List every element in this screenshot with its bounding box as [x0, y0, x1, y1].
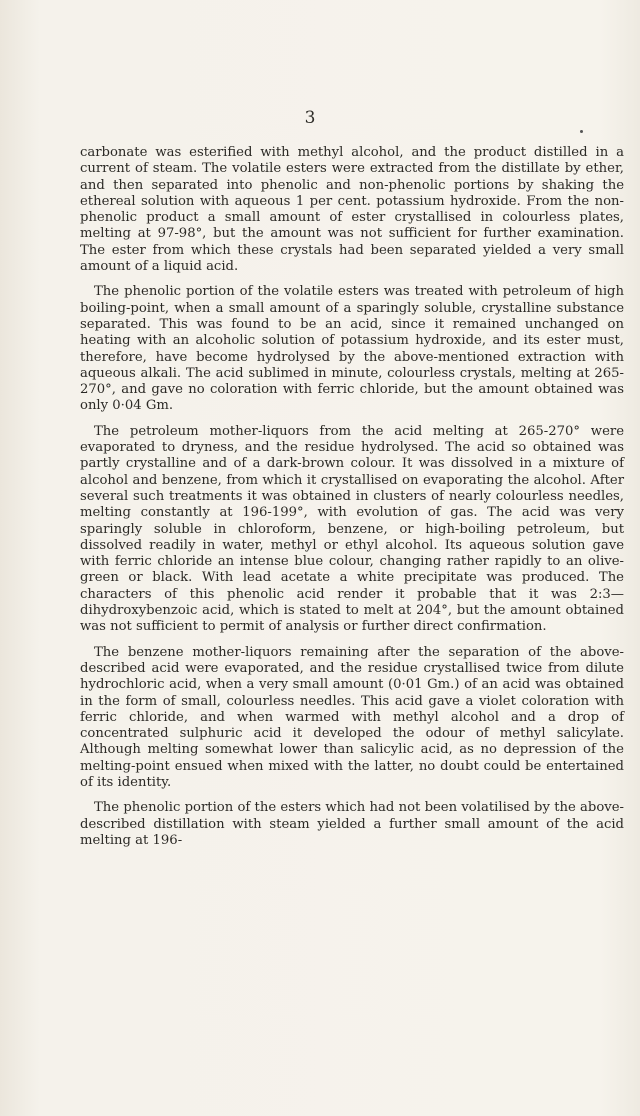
paragraph-benzene-mother-liquors: The benzene mother-liquors remaining after the separation of the above-described acid were evaporated, and the residue crystallised twice from dilute hydrochloric acid, when a very small amount (0·01 Gm.) of an acid was obtained in the form of small, colourless needles. This acid gave a violet coloration with ferric chloride, and when warmed with methyl alcohol and a drop of concentrated sulphuric acid it developed the odour of methyl salicylate. Although melting somewhat lower than salicylic acid, as no depression of the melting-point ensued when mixed with the latter, no doubt could be entertained of its identity.	[80, 644, 624, 790]
page-number: 3	[304, 108, 316, 128]
paragraph-petroleum-mother-liquors: The petroleum mother-liquors from the acid melting at 265-270° were evaporated to dryness, and the residue hydrolysed. The acid so obtained was partly crystalline and of a dark-brown colour. It was dissolved in a mixture of alcohol and benzene, from which it crystallised on evaporating the alcohol. After several such treatments it was obtained in clusters of nearly colourless needles, melting constantly at 196-199°, with evolution of gas. The acid was very sparingly soluble in chloroform, benzene, or high-boiling petroleum, but dissolved readily in water, methyl or ethyl alcohol. Its aqueous solution gave with ferric chloride an intense blue colour, changing rather rapidly to an olive-green or black. With lead acetate a white precipitate was produced. The characters of this phenolic acid render it probable that it was 2:3—dihydroxybenzoic acid, which is stated to melt at 204°, but the amount obtained was not sufficient to permit of analysis or further direct confirmation.	[80, 423, 624, 635]
print-speck	[580, 130, 583, 133]
paragraph-phenolic-portion: The phenolic portion of the volatile esters was treated with petroleum of high boiling-point, when a small amount of a sparingly soluble, crystalline substance separated. This was found to be an acid, since it remained unchanged on heating with an alcoholic solution of potassium hydroxide, and its ester must, therefore, have become hydrolysed by the above-mentioned extraction with aqueous alkali. The acid sublimed in minute, colourless crystals, melting at 265-270°, and gave no coloration with ferric chloride, but the amount obtained was only 0·04 Gm.	[80, 284, 624, 414]
paragraph-non-volatilised-esters: The phenolic portion of the esters which had not been volatilised by the above-described distillation with steam yielded a further small amount of the acid melting at 196-	[80, 800, 624, 848]
paragraph-esterification: carbonate was esterified with methyl alcohol, and the product distilled in a current of steam. The volatile esters were extracted from the distillate by ether, and then separated into phenolic and non-phenolic portions by shaking the ethereal solution with aqueous 1 per cent. potassium hydroxide. From the non-phenolic product a small amount of ester crystallised in colourless plates, melting at 97-98°, but the amount was not sufficient for further examination. The ester from which these crystals had been separated yielded a very small amount of a liquid acid.	[80, 145, 624, 275]
body-text	[80, 145, 624, 858]
